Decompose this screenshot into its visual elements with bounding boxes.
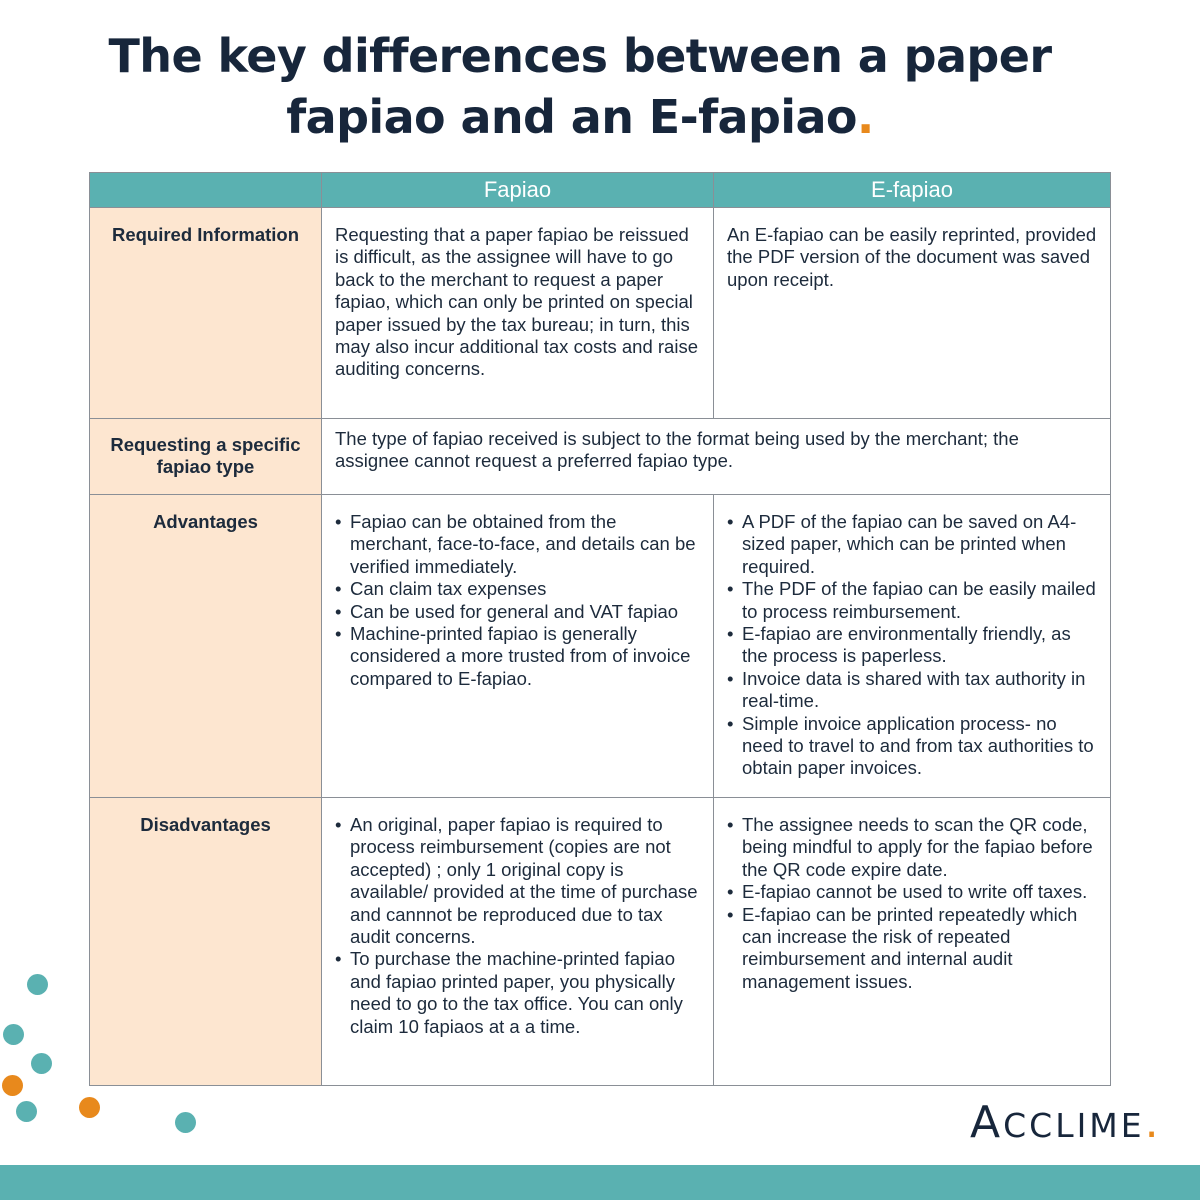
cell-required-information-fapiao: Requesting that a paper fapiao be reissued is difficult, as the assignee will have to go back to the merchant to request a paper fapiao, which can only be printed on special paper issued by the tax bureau; in turn, this may also incur additional tax costs and raise auditing concerns. — [322, 208, 714, 419]
list-item: • E-fapiao cannot be used to write off taxes. — [727, 881, 1098, 903]
comparison-table — [89, 172, 1111, 1086]
title-accent-dot: . — [856, 90, 874, 144]
decorative-dot — [27, 974, 48, 995]
list-item: • The PDF of the fapiao can be easily mailed to process reimbursement. — [727, 578, 1098, 623]
row-advantages — [90, 495, 1111, 798]
disadvantages-efapiao-list — [727, 814, 1098, 993]
row-label-required-information: Required Information — [90, 208, 322, 419]
list-item: • Fapiao can be obtained from the merchant, face-to-face, and details can be verified immediately. — [335, 511, 701, 578]
row-required-information — [90, 208, 1111, 419]
list-item: • Invoice data is shared with tax authority in real-time. — [727, 668, 1098, 713]
logo-rest: CCLIME — [1003, 1106, 1145, 1145]
list-item: • An original, paper fapiao is required to process reimbursement (copies are not accepted) ; only 1 original copy is available/ provided at the time of purchase and cannnot be reproduced due to tax audit concerns. — [335, 814, 701, 948]
list-item: • To purchase the machine-printed fapiao and fapiao printed paper, you physically need to go to the tax office. You can only claim 10 fapiaos at a a time. — [335, 948, 701, 1038]
acclime-logo — [970, 1098, 1159, 1151]
cell-advantages-efapiao — [714, 495, 1111, 798]
logo-first-letter: A — [970, 1097, 1004, 1148]
decorative-dot — [16, 1101, 37, 1122]
advantages-efapiao-list — [727, 511, 1098, 780]
footer-band — [0, 1165, 1200, 1200]
header-efapiao: E-fapiao — [714, 173, 1111, 208]
cell-requesting-type-merged: The type of fapiao received is subject to the format being used by the merchant; the assignee cannot request a preferred fapiao type. — [322, 419, 1111, 495]
row-label-disadvantages: Disadvantages — [90, 798, 322, 1086]
list-item: • Simple invoice application process- no need to travel to and from tax authorities to obtain paper invoices. — [727, 713, 1098, 780]
header-corner — [90, 173, 322, 208]
cell-disadvantages-fapiao — [322, 798, 714, 1086]
list-item: • E-fapiao are environmentally friendly, as the process is paperless. — [727, 623, 1098, 668]
row-label-advantages: Advantages — [90, 495, 322, 798]
title-line-2-text: fapiao and an E-fapiao — [286, 90, 857, 144]
cell-disadvantages-efapiao — [714, 798, 1111, 1086]
cell-advantages-fapiao — [322, 495, 714, 798]
page-title — [0, 26, 1160, 148]
table-header-row — [90, 173, 1111, 208]
disadvantages-fapiao-list — [335, 814, 701, 1038]
list-item: • The assignee needs to scan the QR code, being mindful to apply for the fapiao before the QR code expire date. — [727, 814, 1098, 881]
list-item: • Machine-printed fapiao is generally considered a more trusted from of invoice compared to E-fapiao. — [335, 623, 701, 690]
list-item: • Can be used for general and VAT fapiao — [335, 601, 701, 623]
row-requesting-type — [90, 419, 1111, 495]
title-line-1: The key differences between a paper — [108, 29, 1052, 83]
row-label-requesting-type: Requesting a specific fapiao type — [90, 419, 322, 495]
cell-required-information-efapiao: An E-fapiao can be easily reprinted, provided the PDF version of the document was saved upon receipt. — [714, 208, 1111, 419]
header-fapiao: Fapiao — [322, 173, 714, 208]
list-item: • E-fapiao can be printed repeatedly which can increase the risk of repeated reimbursement and internal audit management issues. — [727, 904, 1098, 994]
title-line-2 — [0, 87, 1160, 148]
decorative-dot — [175, 1112, 196, 1133]
decorative-dot — [31, 1053, 52, 1074]
decorative-dot — [79, 1097, 100, 1118]
list-item: • A PDF of the fapiao can be saved on A4-sized paper, which can be printed when required. — [727, 511, 1098, 578]
list-item: • Can claim tax expenses — [335, 578, 701, 600]
row-disadvantages — [90, 798, 1111, 1086]
decorative-dot — [3, 1024, 24, 1045]
decorative-dot — [2, 1075, 23, 1096]
advantages-fapiao-list — [335, 511, 701, 690]
logo-dot: . — [1144, 1097, 1159, 1148]
